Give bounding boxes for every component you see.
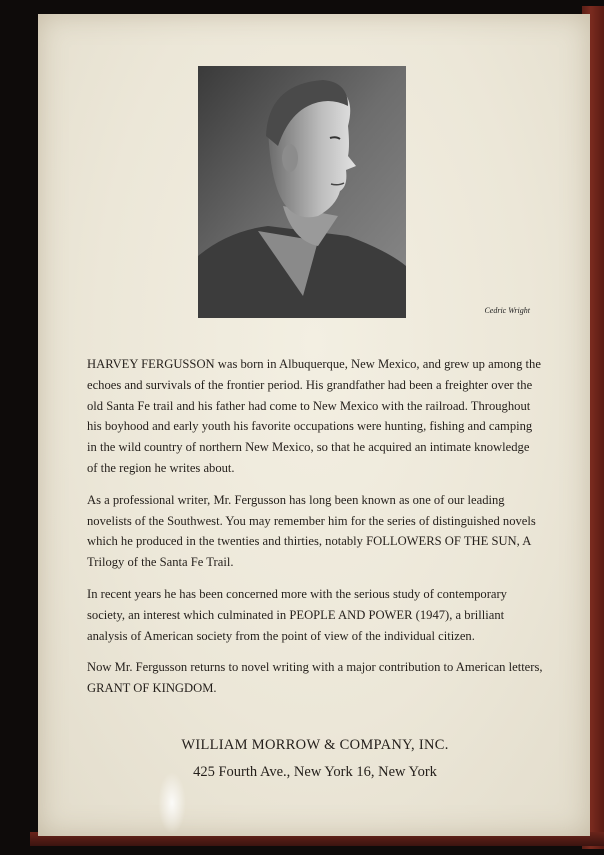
bio-paragraph: In recent years he has been concerned more with the serious study of contemporary society, an interest which culminated in PEOPLE AND POWER (1947), a brilliant analysis of American society from the point of view of the individual citizen. [87,586,507,643]
author-photo [198,66,406,318]
publisher-name: WILLIAM MORROW & COMPANY, INC. [181,737,449,753]
bio-paragraph: As a professional writer, Mr. Fergusson has long been known as one of our leading novelists of the Southwest. You may remember him for the series of distinguished novels which he produced in the twenties and thirties, notably FOLLOWERS OF THE SUN, A Trilogy of the Santa Fe Trail. [87,492,536,570]
publisher-address: 425 Fourth Ave., New York 16, New York [193,764,437,780]
jacket-wear-mark [158,772,186,834]
photo-credit: Cedric Wright [484,306,530,315]
author-portrait-image [198,66,406,318]
bio-paragraph: HARVEY FERGUSSON was born in Albuquerque, New Mexico, and grew up among the echoes and survivals of the frontier period. His grandfather had been a freighter over the old Santa Fe trail and his father had come to New Mexico with the railroad. Throughout his boyhood and early youth his favorite occupations were hunting, fishing and camping in the wild country of northern New Mexico, so that he acquired an intimate knowledge of the region he writes about. [87,357,541,475]
author-biography [87,354,543,710]
bio-paragraph: Now Mr. Fergusson returns to novel writing with a major contribution to American letters, GRANT OF KINGDOM. [87,660,543,696]
